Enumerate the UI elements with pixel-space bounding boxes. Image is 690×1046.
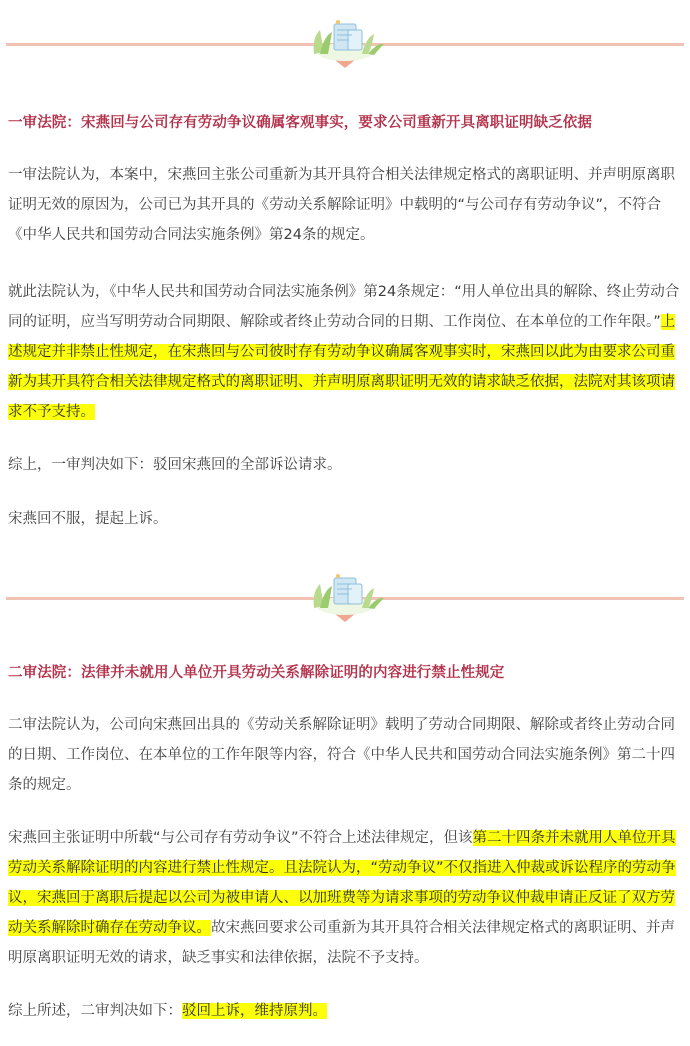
section-divider-1: [6, 14, 684, 74]
divider-ornament-icon: [302, 14, 388, 74]
section2-paragraph-3: [8, 996, 684, 1026]
section1-paragraph-1: 一审法院认为，本案中，宋燕回主张公司重新为其开具符合相关法律规定格式的离职证明、并声明原离职证明无效的原因为，公司已为其开具的《劳动关系解除证明》中载明的“与公司存有劳动争议”，不符合《中华人民共和国劳动合同法实施条例》第24条的规定。: [8, 167, 675, 243]
section2-paragraph-1: 二审法院认为，公司向宋燕回出具的《劳动关系解除证明》载明了劳动合同期限、解除或者终止劳动合同的日期、工作岗位、在本单位的工作年限等内容，符合《中华人民共和国劳动合同法实施条例》第二十四条的规定。: [8, 717, 675, 793]
section1-highlighted-text: 上述规定并非禁止性规定，在宋燕回与公司彼时存有劳动争议确属客观事实时，宋燕回以此为由要求公司重新为其开具符合相关法律规定格式的离职证明、并声明原离职证明无效的请求缺乏依据，法院对其该项请求不予支持。: [8, 314, 676, 420]
section1-paragraph-3: 综上，一审判决如下：驳回宋燕回的全部诉讼请求。: [8, 457, 342, 473]
section2-paragraph-3-text: 综上所述，二审判决如下：: [8, 1003, 182, 1019]
section1-paragraph-2-text: 就此法院认为，《中华人民共和国劳动合同法实施条例》第24条规定：“用人单位出具的解除、终止劳动合同的证明，应当写明劳动合同期限、解除或者终止劳动合同的日期、工作岗位、在本单位的工作年限。”: [8, 284, 680, 330]
section2-heading: 二审法院：法律并未就用人单位开具劳动关系解除证明的内容进行禁止性规定: [8, 665, 505, 681]
section2-verdict-highlight: 驳回上诉，维持原判。: [182, 1003, 327, 1019]
section1-paragraph-2: [8, 277, 684, 427]
section2-paragraph-2-text-b: 故宋燕回要求公司重新为其开具符合相关法律规定格式的离职证明、并声明原离职证明无效的请求，缺乏事实和法律依据，法院不予支持。: [8, 920, 675, 966]
section1-heading: 一审法院：宋燕回与公司存有劳动争议确属客观事实，要求公司重新开具离职证明缺乏依据: [8, 115, 592, 131]
section1-paragraph-4: 宋燕回不服，提起上诉。: [8, 511, 168, 527]
section2-paragraph-2-text-a: 宋燕回主张证明中所载“与公司存有劳动争议”不符合上述法律规定，但该: [8, 830, 473, 846]
divider-ornament-icon: [302, 568, 388, 628]
section-divider-2: [6, 568, 684, 628]
section2-paragraph-2: [8, 823, 684, 973]
section2-highlighted-text: 第二十四条并未就用人单位开具劳动关系解除证明的内容进行禁止性规定。且法院认为，“劳动争议”不仅指进入仲裁或诉讼程序的劳动争议，宋燕回于离职后提起以公司为被申请人、以加班费等为请求事项的劳动争议仲裁申请正反证了双方劳动关系解除时确存在劳动争议。: [8, 830, 676, 936]
